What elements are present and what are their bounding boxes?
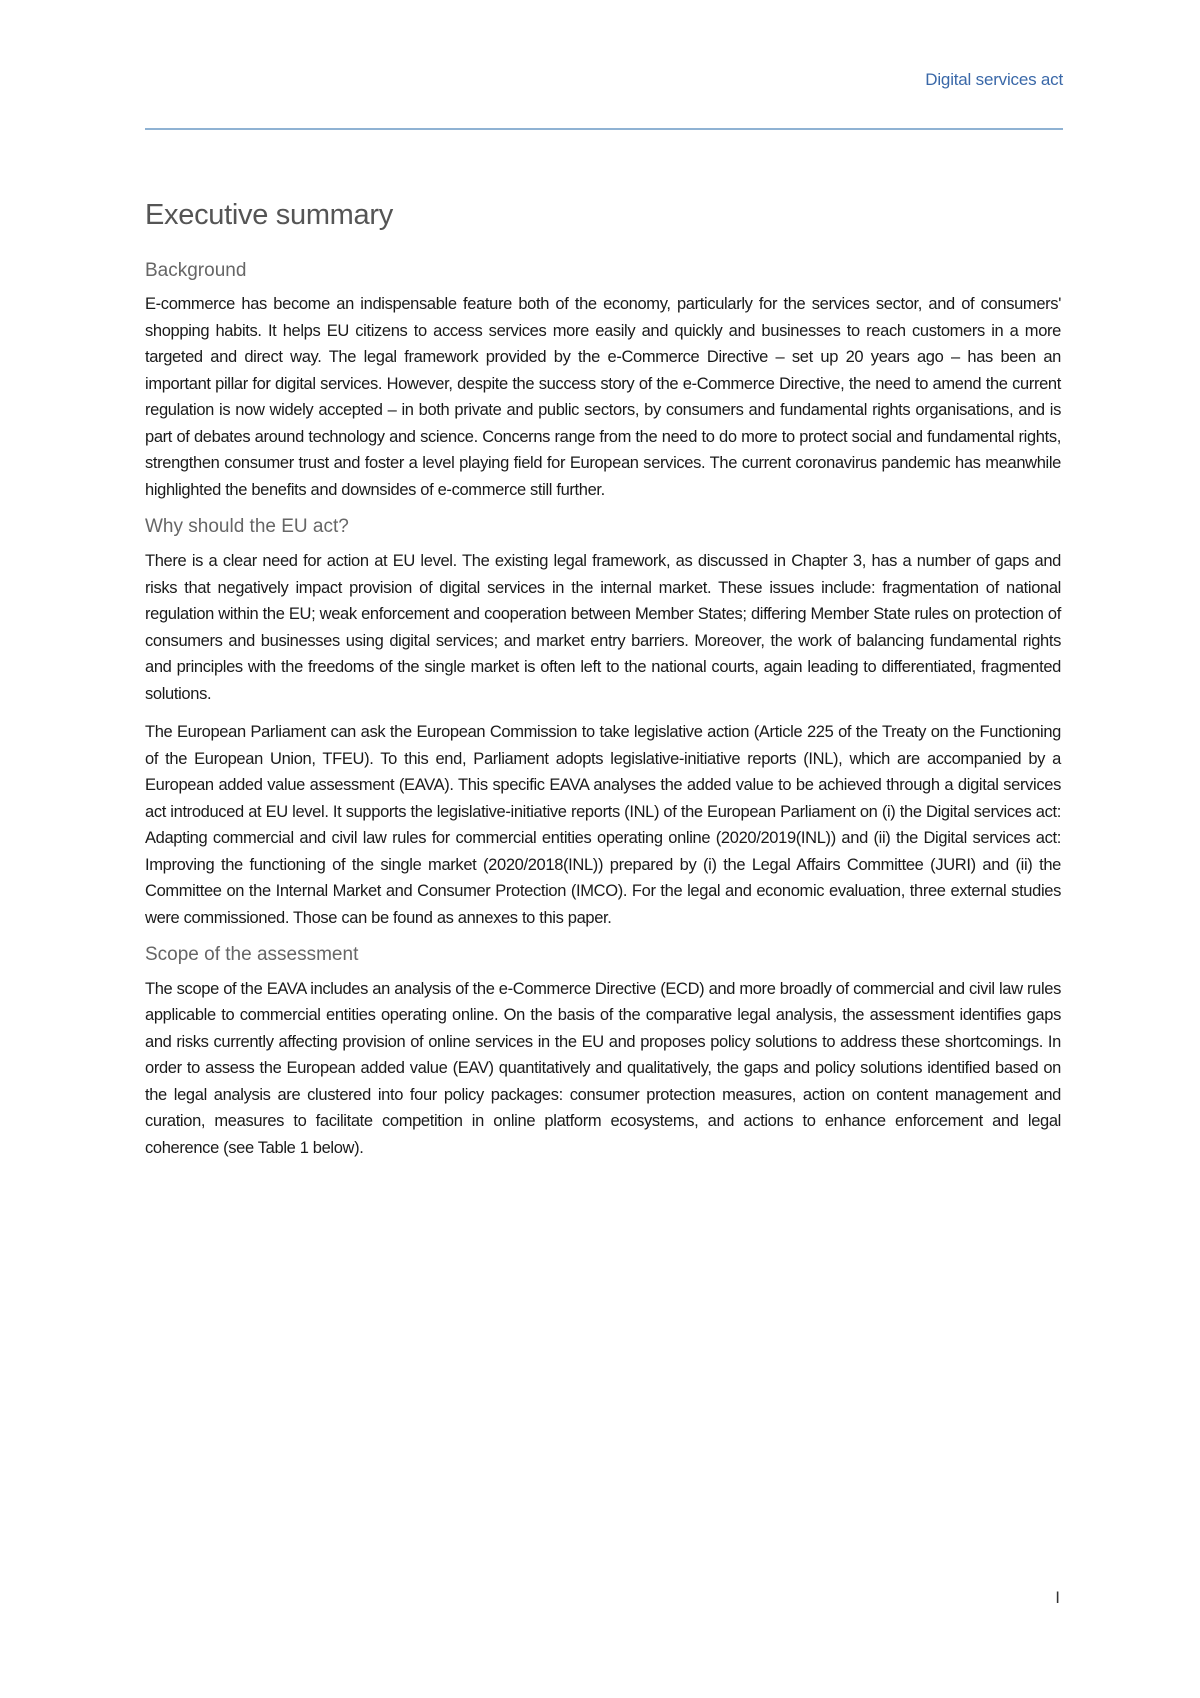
section-heading: Background bbox=[145, 259, 247, 281]
paragraph: The European Parliament can ask the European Commission to take legislative action (Article 225 of the Treaty on the Functioning of the European Union, TFEU). To this end, Parliament adopts legislative-initiative reports (INL), which are accompanied by a European added value assessment (EAVA). This specific EAVA analyses the added value to be achieved through a digital services act introduced at EU level. It supports the legislative-initiative reports (INL) of the European Parliament on (i) the Digital services act: Adapting commercial and civil law rules for commercial entities operating online (2020/2019(INL)) and (ii) the Digital services act: Improving the functioning of the single market (2020/2018(INL)) prepared by (i) the Legal Affairs Committee (JURI) and (ii) the Committee on the Internal Market and Consumer Protection (IMCO). For the legal and economic evaluation, three external studies were commissioned. Those can be found as annexes to this paper. bbox=[145, 723, 1061, 927]
header-divider bbox=[145, 128, 1063, 130]
section-background bbox=[145, 259, 1061, 504]
section-scope bbox=[145, 943, 1061, 1161]
paragraph: There is a clear need for action at EU level. The existing legal framework, as discussed in Chapter 3, has a number of gaps and risks that negatively impact provision of digital services in the internal market. These issues include: fragmentation of national regulation within the EU; weak enforcement and cooperation between Member States; differing Member State rules on protection of consumers and businesses using digital services; and market entry barriers. Moreover, the work of balancing fundamental rights and principles with the freedoms of the single market is often left to the national courts, again leading to differentiated, fragmented solutions. bbox=[145, 552, 1061, 703]
paragraph: The scope of the EAVA includes an analysis of the e-Commerce Directive (ECD) and more broadly of commercial and civil law rules applicable to commercial entities operating online. On the basis of the comparative legal analysis, the assessment identifies gaps and risks currently affecting provision of online services in the EU and proposes policy solutions to address these shortcomings. In order to assess the European added value (EAV) quantitatively and qualitatively, the gaps and policy solutions identified based on the legal analysis are clustered into four policy packages: consumer protection measures, action on content management and curation, measures to facilitate competition in online platform ecosystems, and actions to enhance enforcement and legal coherence (see Table 1 below). bbox=[145, 979, 1061, 1157]
page-content bbox=[145, 198, 1061, 1173]
paragraph: E-commerce has become an indispensable feature both of the economy, particularly for the services sector, and of consumers' shopping habits. It helps EU citizens to access services more easily and quickly and businesses to reach customers in a more targeted and direct way. The legal framework provided by the e-Commerce Directive – set up 20 years ago – has been an important pillar for digital services. However, despite the success story of the e-Commerce Directive, the need to amend the current regulation is now widely accepted – in both private and public sectors, by consumers and fundamental rights organisations, and is part of debates around technology and science. Concerns range from the need to do more to protect social and fundamental rights, strengthen consumer trust and foster a level playing field for European services. The current coronavirus pandemic has meanwhile highlighted the benefits and downsides of e-commerce still further. bbox=[145, 295, 1061, 499]
section-heading: Scope of the assessment bbox=[145, 944, 359, 966]
section-heading: Why should the EU act? bbox=[145, 516, 349, 538]
section-why-eu-act bbox=[145, 515, 1061, 931]
running-header: Digital services act bbox=[925, 70, 1063, 89]
page-number: I bbox=[1055, 1588, 1060, 1607]
page-title: Executive summary bbox=[145, 199, 393, 231]
